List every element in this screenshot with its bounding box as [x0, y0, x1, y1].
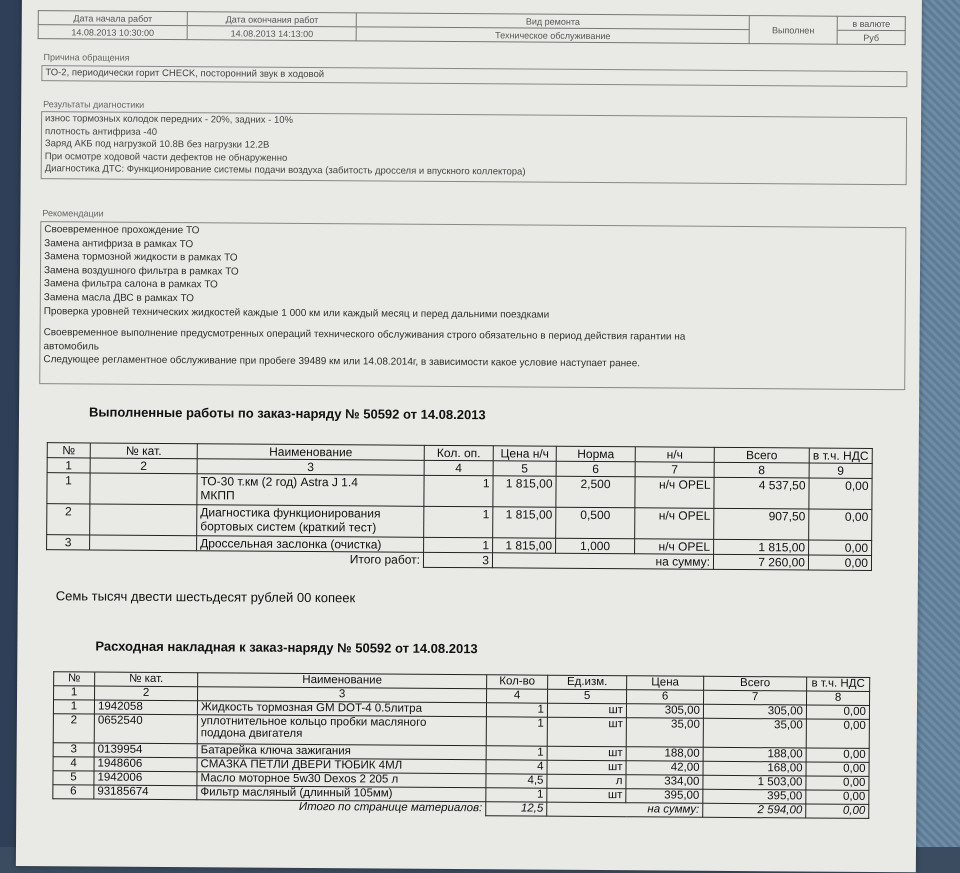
- recommendation-line: Замена антифриза в рамках ТО: [44, 237, 194, 250]
- row-name-line: уплотнительное кольцо пробки масляного: [200, 715, 427, 729]
- row-name: [197, 715, 486, 746]
- recommendation-line: Проверка уровней технических жидкостей каждые 1 000 км или каждый месяц и перед дальними поездками: [43, 305, 550, 321]
- col-header: Наименование: [197, 444, 424, 461]
- row-price: 305,00: [626, 704, 703, 719]
- row-qty: 1: [486, 788, 547, 802]
- works-total-qty: 3: [423, 552, 492, 567]
- row-total: 305,00: [703, 704, 806, 719]
- recommendation-line: Замена тормозной жидкости в рамках ТО: [44, 251, 238, 264]
- row-name: [197, 505, 424, 538]
- col-number: 7: [704, 690, 807, 705]
- col-header: Всего: [704, 676, 807, 691]
- col-number: 8: [806, 691, 869, 705]
- row-name: Масло моторное 5w30 Dexos 2 205 л: [197, 772, 486, 788]
- diagnostics-line: износ тормозных колодок передних - 20%, задних - 10%: [45, 113, 294, 126]
- col-number: 3: [198, 687, 487, 703]
- recommendation-line: Своевременное прохождение ТО: [44, 224, 200, 237]
- col-number: 8: [714, 462, 809, 478]
- row-number: 2: [47, 504, 90, 535]
- row-price: 334,00: [626, 775, 703, 790]
- row-qty: 1: [486, 717, 547, 746]
- row-total: 188,00: [703, 747, 806, 762]
- header-table: [38, 10, 906, 45]
- row-name-line: поддона двигателя: [200, 727, 303, 740]
- col-header: Цена: [627, 676, 704, 691]
- row-unit: шт: [547, 717, 626, 747]
- row-vat: 0,00: [806, 748, 869, 762]
- row-unit: шт: [547, 760, 626, 775]
- diagnostics-line: Диагностика ДТС: Функционирование системы подачи воздуха (забитость дросселя и впускного коллектора): [44, 163, 526, 178]
- warranty-line-2: автомобиль: [43, 340, 100, 353]
- row-total: 907,50: [714, 508, 809, 540]
- row-name-line: Диагностика функционирования: [200, 505, 381, 521]
- row-vat: 0,00: [806, 762, 869, 776]
- row-name: Батарейка ключа зажигания: [197, 744, 486, 760]
- reason-text: ТО-2, периодически горит CHECK, посторонний звук в ходовой: [45, 67, 325, 81]
- row-number: 3: [53, 743, 94, 757]
- col-header: Кол. оп.: [424, 445, 493, 460]
- diagnostics-line: При осмотре ходовой части дефектов не обнаруженно: [44, 150, 288, 164]
- row-name: Дроссельная заслонка (очистка): [197, 536, 424, 553]
- col-header: в т.ч. НДС: [809, 448, 872, 463]
- col-number: 7: [635, 462, 714, 478]
- row-total: 395,00: [703, 789, 806, 804]
- row-number: 1: [53, 700, 94, 714]
- col-number: 6: [627, 690, 704, 705]
- row-cat: 1942058: [94, 700, 197, 715]
- col-header: Норма: [556, 446, 635, 462]
- col-number: 9: [809, 463, 872, 478]
- row-name-line: МКПП: [200, 488, 235, 503]
- col-number: 5: [548, 689, 627, 704]
- row-cat: [90, 473, 197, 505]
- row-name: [197, 474, 424, 507]
- row-total: 4 537,50: [714, 477, 809, 509]
- reason-label: Причина обращения: [43, 52, 130, 63]
- col-header: н/ч: [635, 447, 714, 463]
- row-price: 188,00: [626, 747, 703, 762]
- row-unit: н/ч OPEL: [635, 477, 714, 509]
- materials-sum-value: 2 594,00: [703, 803, 806, 818]
- row-total: 1 815,00: [714, 539, 809, 555]
- row-vat: 0,00: [809, 540, 872, 555]
- col-number: 1: [54, 686, 95, 700]
- row-price: 42,00: [626, 761, 703, 776]
- row-qty: 4,5: [486, 774, 547, 788]
- repair-type-label: Вид ремонта: [357, 13, 750, 30]
- diagnostics-line: плотность антифриза -40: [44, 125, 158, 138]
- works-table: [46, 442, 873, 571]
- works-sum-vat: 0,00: [808, 555, 871, 570]
- recommendations-label: Рекомендации: [42, 208, 104, 219]
- repair-type-value: Техническое обслуживание: [357, 27, 750, 44]
- row-number: 6: [53, 785, 94, 799]
- row-number: 5: [53, 771, 94, 785]
- row-unit: шт: [547, 703, 626, 718]
- row-cat: 1948606: [94, 757, 197, 772]
- row-name: Жидкость тормозная GM DOT-4 0.5литра: [197, 701, 486, 717]
- row-name-line: бортовых систем (краткий тест): [200, 519, 377, 535]
- row-total: 168,00: [703, 761, 806, 776]
- col-header: №: [47, 443, 90, 458]
- works-title: Выполненные работы по заказ-наряду № 50592 от 14.08.2013: [88, 404, 486, 423]
- materials-title: Расходная накладная к заказ-наряду № 50592 от 14.08.2013: [95, 638, 478, 657]
- row-norm: 0,500: [556, 507, 635, 539]
- row-vat: 0,00: [806, 776, 869, 790]
- diagnostics-box: [41, 111, 907, 185]
- row-total: 1 503,00: [703, 775, 806, 790]
- row-cat: 93185674: [94, 785, 197, 800]
- row-cat: [90, 504, 197, 536]
- status-value: Выполнен: [749, 16, 837, 45]
- row-number: 3: [47, 535, 90, 550]
- row-cat: [90, 535, 197, 551]
- materials-table: [52, 671, 870, 819]
- row-vat: 0,00: [806, 790, 869, 804]
- works-total-label: Итого работ:: [349, 552, 421, 567]
- row-name: СМАЗКА ПЕТЛИ ДВЕРИ ТЮБИК 4МЛ: [197, 758, 486, 774]
- recommendation-line: Замена масла ДВС в рамках ТО: [43, 292, 194, 305]
- row-number: 2: [53, 714, 94, 743]
- currency-value: Руб: [837, 30, 905, 44]
- row-unit: шт: [547, 788, 626, 803]
- warranty-line: Своевременное выполнение предусмотренных операций технического обслуживания строго обязательно в период действия гарантии на: [43, 327, 686, 343]
- row-unit: н/ч OPEL: [635, 539, 714, 555]
- col-number: 2: [90, 458, 197, 474]
- row-cat: 1942006: [94, 771, 197, 786]
- col-number: 3: [197, 459, 424, 476]
- col-header: Ед.изм.: [548, 675, 627, 690]
- row-vat: 0,00: [809, 509, 872, 540]
- row-price: 395,00: [626, 789, 703, 804]
- row-price: 1 815,00: [493, 538, 556, 553]
- row-qty: 1: [424, 506, 493, 537]
- materials-total-label: Итого по странице материалов:: [298, 800, 483, 815]
- row-qty: 1: [424, 537, 493, 552]
- diagnostics-label: Результаты диагностики: [43, 99, 145, 110]
- row-vat: 0,00: [809, 478, 872, 509]
- col-header: № кат.: [90, 443, 197, 459]
- row-qty: 4: [486, 760, 547, 774]
- row-qty: 1: [424, 475, 493, 506]
- col-header: Кол-во: [487, 675, 548, 689]
- recommendation-line: Замена фильтра салона в рамках ТО: [43, 278, 218, 291]
- row-cat: 0652540: [94, 714, 197, 744]
- row-unit: н/ч OPEL: [635, 508, 714, 540]
- row-vat: 0,00: [806, 719, 869, 748]
- row-total: 35,00: [703, 718, 806, 748]
- row-norm: 1,000: [556, 538, 635, 554]
- recommendations-box: [39, 221, 906, 390]
- row-number: 4: [53, 757, 94, 771]
- col-number: 6: [556, 461, 635, 477]
- materials-total-qty: 12,5: [486, 802, 547, 816]
- col-header: в т.ч. НДС: [807, 677, 870, 691]
- col-number: 4: [487, 689, 548, 703]
- row-cat: 0139954: [94, 743, 197, 758]
- row-qty: 1: [486, 746, 547, 760]
- row-price: 1 815,00: [493, 476, 556, 507]
- recommendation-line: Замена воздушного фильтра в рамках ТО: [43, 264, 239, 278]
- row-vat: 0,00: [806, 705, 869, 719]
- col-number: 5: [493, 461, 556, 476]
- works-sum-value: 7 260,00: [713, 554, 808, 570]
- col-header: Наименование: [198, 673, 487, 689]
- end-date-value: 14.08.2013 14:13:00: [187, 26, 356, 41]
- row-price: 1 815,00: [493, 507, 556, 538]
- col-header: Всего: [714, 447, 809, 463]
- col-number: 1: [47, 458, 90, 473]
- next-service-line: Следующее регламентное обслуживание при пробеге 39489 км или 14.08.2014г, в зависимости какое условие наступает ранее.: [43, 354, 641, 370]
- row-norm: 2,500: [556, 476, 635, 508]
- col-number: 4: [424, 460, 493, 475]
- materials-sum-vat: 0,00: [806, 804, 869, 818]
- col-number: 2: [95, 686, 198, 701]
- col-header: Цена н/ч: [493, 446, 556, 461]
- start-date-label: Дата начала работ: [38, 11, 187, 26]
- col-header: № кат.: [95, 672, 198, 687]
- row-qty: 1: [486, 703, 547, 717]
- works-sum-label: на сумму:: [492, 553, 713, 570]
- start-date-value: 14.08.2013 10:30:00: [38, 25, 187, 40]
- diagnostics-line: Заряд АКБ под нагрузкой 10.8В без нагрузки 12.2В: [44, 138, 270, 151]
- row-unit: шт: [547, 746, 626, 761]
- end-date-label: Дата окончания работ: [187, 12, 356, 27]
- row-price: 35,00: [626, 718, 703, 748]
- reason-box: [41, 65, 907, 87]
- materials-sum-label: на сумму:: [547, 802, 703, 817]
- document-page: [16, 0, 922, 872]
- row-name-line: ТО-30 т.км (2 год) Astra J 1.4: [200, 474, 358, 490]
- amount-in-words: Семь тысяч двести шестьдесят рублей 00 копеек: [55, 588, 356, 606]
- row-name: Фильтр масляный (длинный 105мм): [197, 786, 486, 802]
- row-unit: л: [547, 774, 626, 789]
- row-number: 1: [47, 473, 90, 504]
- col-header: №: [54, 672, 95, 686]
- currency-label: в валюте: [837, 16, 905, 30]
